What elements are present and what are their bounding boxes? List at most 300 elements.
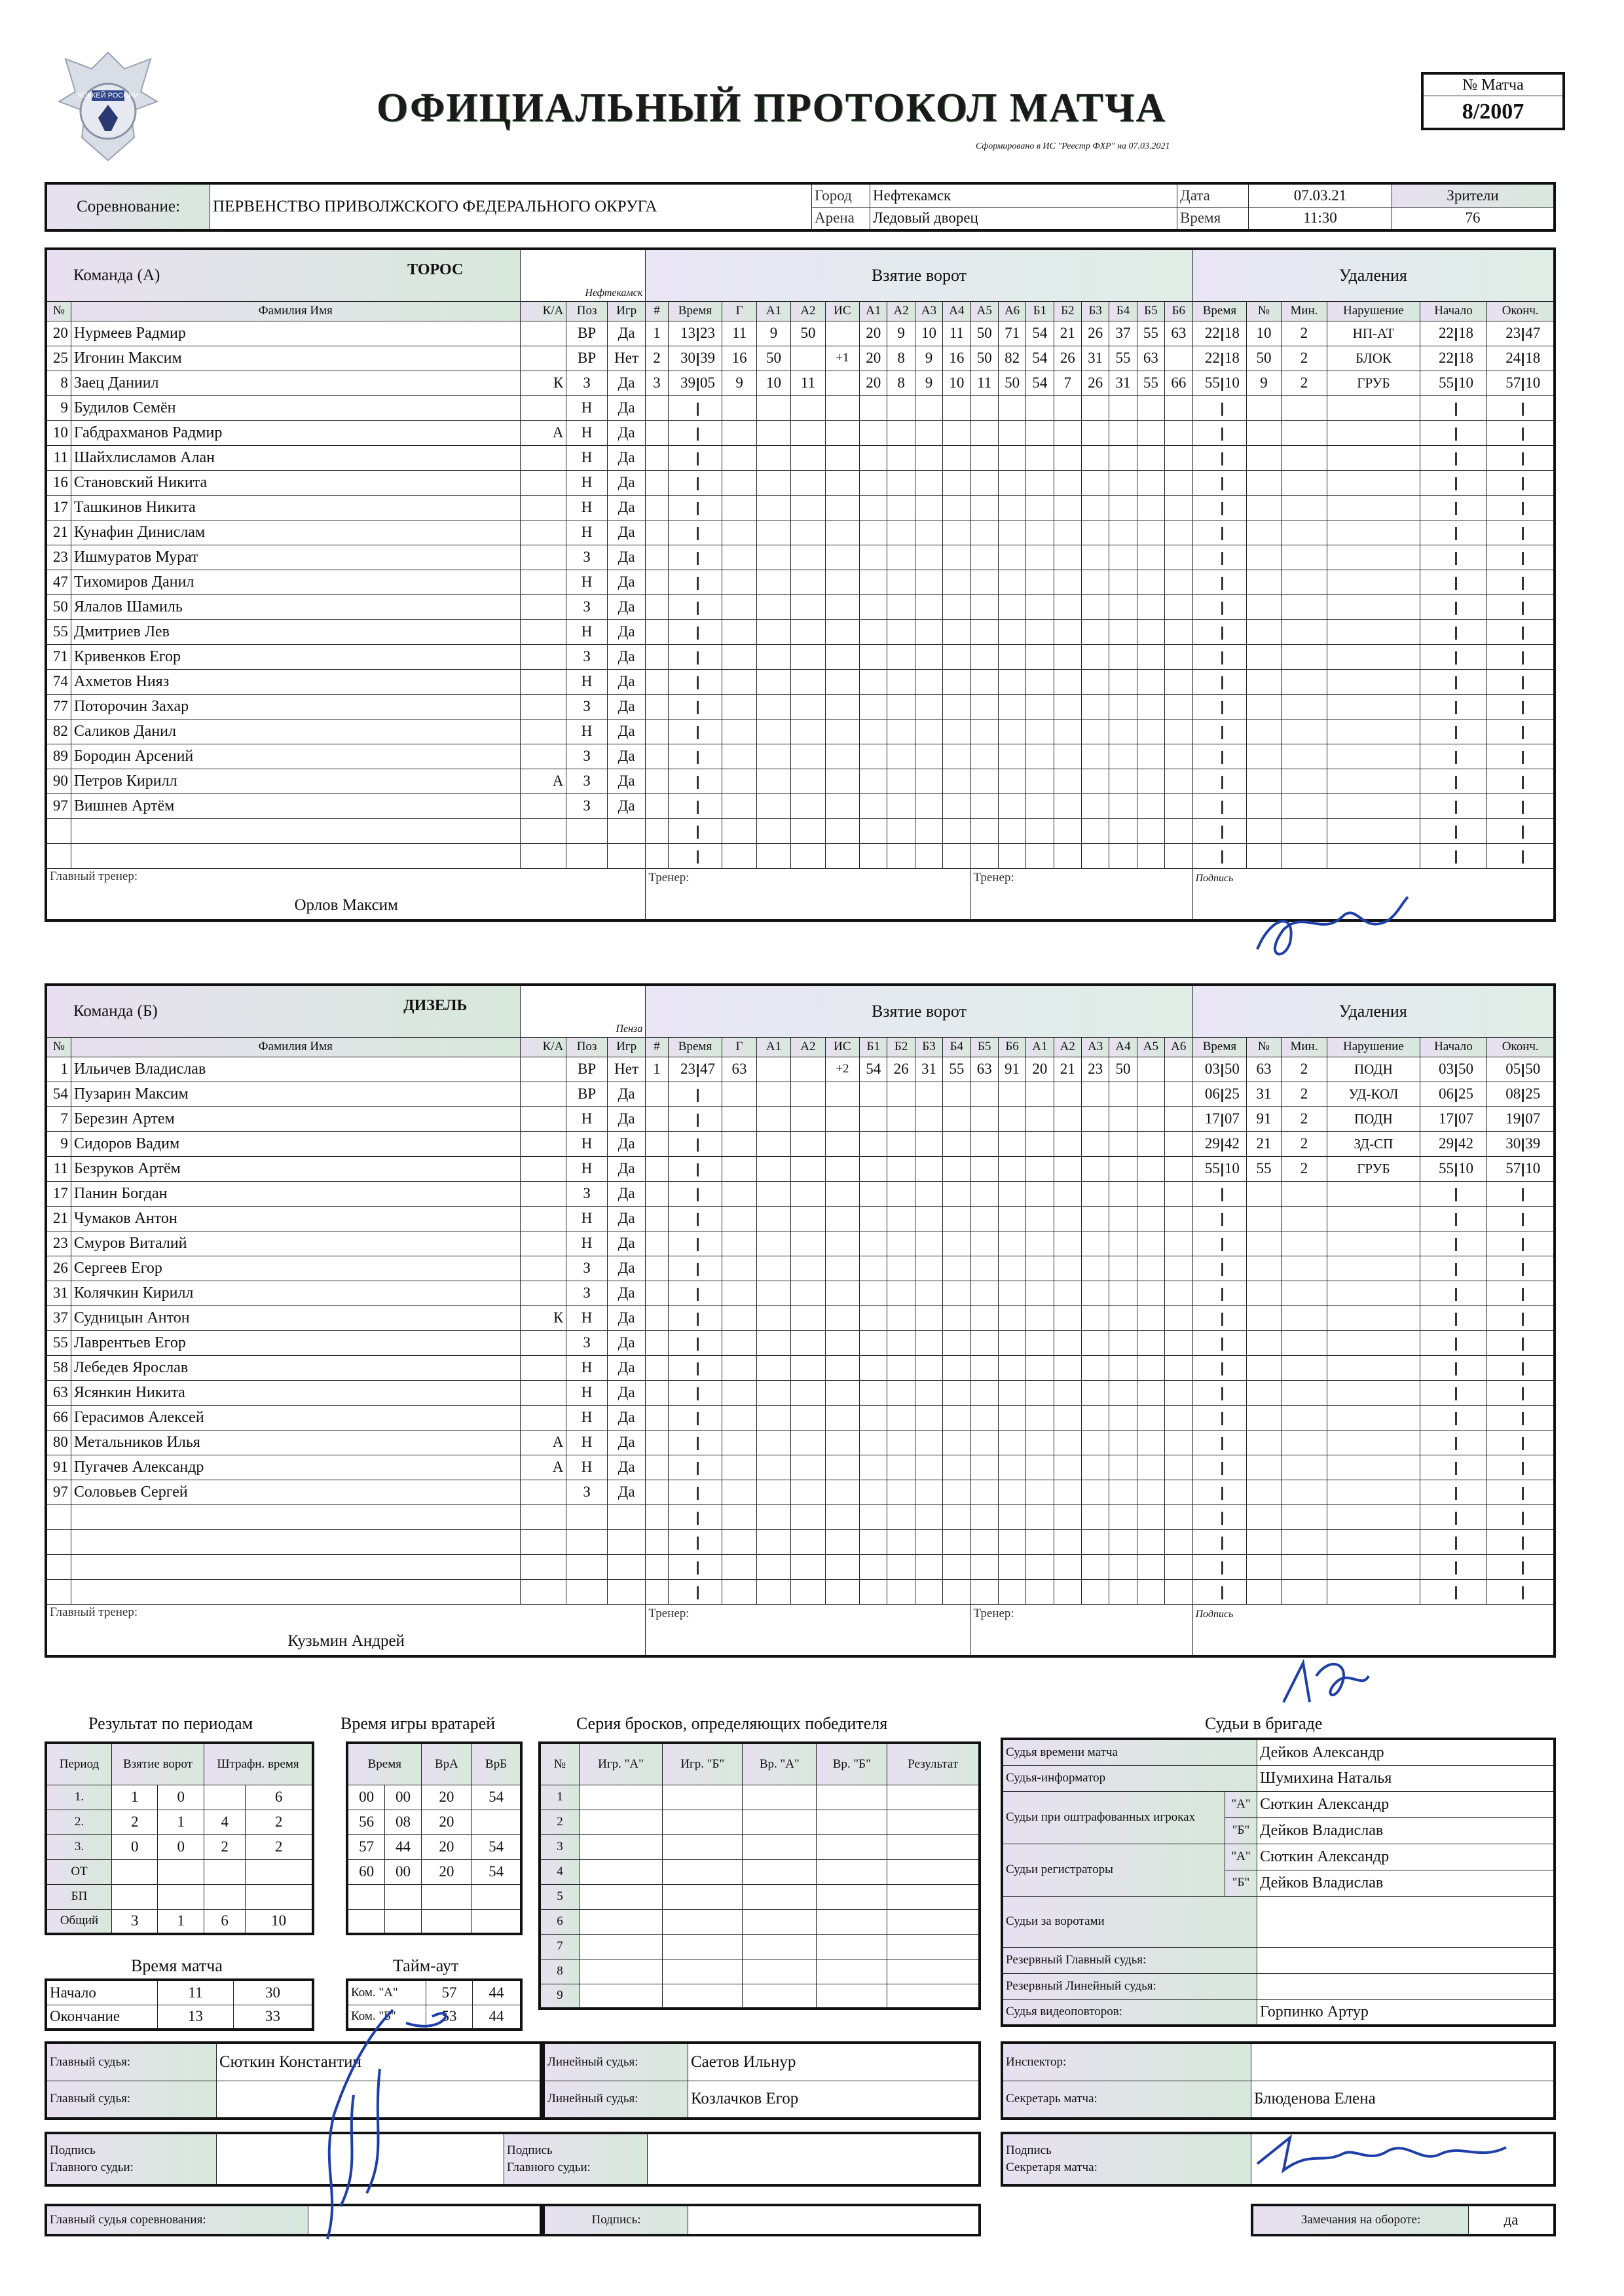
goal-assist-1 bbox=[756, 420, 790, 445]
on-ice-player bbox=[1109, 1181, 1137, 1206]
col-onice: Б1 bbox=[860, 1037, 887, 1057]
player-position: Н bbox=[566, 495, 608, 520]
player-name: Дмитриев Лев bbox=[71, 619, 520, 644]
on-ice-player bbox=[1026, 1330, 1054, 1355]
penalty-time bbox=[1192, 1256, 1247, 1281]
on-ice-player bbox=[1137, 1231, 1164, 1256]
time-separator bbox=[1455, 1213, 1457, 1226]
penalty-violation bbox=[1327, 1554, 1420, 1579]
col-onice: А4 bbox=[943, 301, 970, 321]
penalty-end-min: 57 bbox=[1505, 374, 1521, 391]
penalty-minutes bbox=[1281, 769, 1327, 793]
player-captain bbox=[520, 570, 566, 594]
time-separator bbox=[697, 1139, 699, 1152]
time-separator bbox=[697, 850, 699, 864]
on-ice-player: 20 bbox=[860, 346, 887, 371]
shootout-number: 6 bbox=[540, 1909, 580, 1934]
on-ice-player bbox=[1165, 395, 1193, 420]
penalty-start bbox=[1420, 793, 1487, 818]
goal-assist-1 bbox=[756, 793, 790, 818]
table-row bbox=[46, 1355, 1555, 1380]
player-position: Н bbox=[566, 1380, 608, 1405]
on-ice-player bbox=[1137, 1206, 1164, 1231]
time-separator bbox=[1522, 801, 1524, 814]
penalty-start-min: 22 bbox=[1438, 325, 1454, 341]
time-separator bbox=[1455, 1512, 1457, 1525]
time-separator bbox=[1455, 1238, 1457, 1251]
time-separator bbox=[1522, 1412, 1524, 1425]
player-played: Да bbox=[607, 570, 646, 594]
penalty-start bbox=[1420, 495, 1487, 520]
player-name bbox=[71, 1504, 520, 1529]
goal-assist-2 bbox=[791, 1380, 825, 1405]
player-name: Лаврентьев Егор bbox=[71, 1330, 520, 1355]
on-ice-player bbox=[887, 769, 915, 793]
on-ice-player bbox=[915, 1579, 942, 1604]
on-ice-player: 37 bbox=[1109, 321, 1137, 346]
penalty-start bbox=[1420, 470, 1487, 495]
col-onice: А5 bbox=[970, 301, 998, 321]
period-name: 3. bbox=[46, 1834, 112, 1859]
player-captain: А bbox=[520, 1430, 566, 1455]
on-ice-player: 50 bbox=[970, 346, 998, 371]
player-captain: А bbox=[520, 420, 566, 445]
on-ice-player bbox=[1137, 570, 1164, 594]
time-separator bbox=[697, 577, 699, 590]
player-captain bbox=[520, 1082, 566, 1106]
table-row bbox=[46, 520, 1555, 545]
on-ice-player bbox=[1165, 1281, 1193, 1305]
player-captain bbox=[520, 694, 566, 719]
goalie-ss bbox=[385, 1884, 421, 1909]
goal-time bbox=[668, 1256, 722, 1281]
penalty-player bbox=[1247, 1181, 1281, 1206]
goal-assist-2 bbox=[791, 694, 825, 719]
on-ice-player bbox=[887, 495, 915, 520]
on-ice-player bbox=[1109, 470, 1137, 495]
goal-assist-1 bbox=[756, 594, 790, 619]
goal-assist-1 bbox=[756, 1554, 790, 1579]
penalty-end bbox=[1487, 1405, 1555, 1430]
time-separator bbox=[1522, 1338, 1524, 1351]
penalty-player bbox=[1247, 843, 1281, 868]
on-ice-player bbox=[1054, 395, 1081, 420]
player-position bbox=[566, 1554, 608, 1579]
player-position: З bbox=[566, 744, 608, 769]
player-name: Соловьев Сергей bbox=[71, 1480, 520, 1504]
goal-time-min: 23 bbox=[680, 1061, 695, 1077]
goal-time bbox=[668, 1579, 722, 1604]
penalty-time bbox=[1192, 1057, 1247, 1082]
time-separator bbox=[1221, 527, 1223, 540]
goal-time bbox=[668, 1082, 722, 1106]
secretary-value: Блюденова Елена bbox=[1251, 2081, 1555, 2119]
penalty-violation bbox=[1327, 1281, 1420, 1305]
penalty-minutes bbox=[1281, 1529, 1327, 1554]
on-ice-player bbox=[1165, 1405, 1193, 1430]
penalty-minutes bbox=[1281, 818, 1327, 843]
time-separator bbox=[1221, 577, 1223, 590]
penalty-time bbox=[1192, 1082, 1247, 1106]
referee-name: Дейков Владислав bbox=[1257, 1817, 1555, 1844]
penalty-violation bbox=[1327, 694, 1420, 719]
col-name: Фамилия Имя bbox=[71, 301, 520, 321]
time-separator bbox=[697, 776, 699, 789]
period-pa: 6 bbox=[204, 1909, 245, 1934]
player-name: Ильичев Владислав bbox=[71, 1057, 520, 1082]
on-ice-player bbox=[1109, 420, 1137, 445]
penalty-minutes bbox=[1281, 1181, 1327, 1206]
on-ice-player bbox=[1054, 644, 1081, 669]
on-ice-player bbox=[1081, 1455, 1109, 1480]
on-ice-player bbox=[998, 1106, 1025, 1131]
time-value: 11:30 bbox=[1249, 207, 1392, 230]
on-ice-player bbox=[1054, 1355, 1081, 1380]
player-name bbox=[71, 1554, 520, 1579]
time-separator bbox=[697, 1561, 699, 1575]
penalty-start-sec: 10 bbox=[1458, 1160, 1473, 1176]
on-ice-player bbox=[970, 420, 998, 445]
penalty-start-min: 29 bbox=[1438, 1135, 1454, 1152]
shootout-cell bbox=[663, 1834, 743, 1859]
time-label: Время bbox=[1177, 207, 1249, 230]
on-ice-player bbox=[998, 1330, 1025, 1355]
sign-main-field-right bbox=[648, 2133, 980, 2185]
on-ice-player bbox=[915, 619, 942, 644]
goal-time bbox=[668, 644, 722, 669]
on-ice-player bbox=[1081, 1355, 1109, 1380]
penalty-time bbox=[1192, 520, 1247, 545]
goal-scorer bbox=[722, 1281, 756, 1305]
penalty-minutes bbox=[1281, 619, 1327, 644]
table-row bbox=[540, 1984, 980, 2009]
player-played: Да bbox=[607, 1355, 646, 1380]
on-ice-player bbox=[1165, 719, 1193, 744]
on-ice-player bbox=[1054, 570, 1081, 594]
match-time-title: Время матча bbox=[131, 1956, 223, 1975]
player-position: З bbox=[566, 694, 608, 719]
team_b-trainer-2 bbox=[970, 1604, 1192, 1656]
col-onice: А2 bbox=[1054, 1037, 1081, 1057]
goalie-b-col: ВрБ bbox=[472, 1743, 521, 1785]
table-row bbox=[540, 1785, 980, 1810]
penalty-player bbox=[1247, 1330, 1281, 1355]
col-onice: Б3 bbox=[1081, 301, 1109, 321]
goal-scorer bbox=[722, 1554, 756, 1579]
on-ice-player bbox=[887, 520, 915, 545]
main-ref-label-1: Главный судья: bbox=[46, 2043, 217, 2081]
on-ice-player bbox=[1137, 619, 1164, 644]
on-ice-player bbox=[1026, 1305, 1054, 1330]
player-captain bbox=[520, 1504, 566, 1529]
main-ref-1: Сюткин Константин bbox=[217, 2043, 542, 2081]
on-ice-player bbox=[860, 445, 887, 470]
on-ice-player: 54 bbox=[1026, 346, 1054, 371]
time-separator bbox=[1221, 1338, 1223, 1351]
period-name: 1. bbox=[46, 1785, 112, 1810]
on-ice-player bbox=[1137, 1082, 1164, 1106]
goal-time bbox=[668, 669, 722, 694]
on-ice-player: 63 bbox=[1165, 321, 1193, 346]
referee-role: Судья-информатор bbox=[1002, 1765, 1257, 1791]
on-ice-player bbox=[1026, 619, 1054, 644]
goalie-a: 20 bbox=[421, 1834, 472, 1859]
time-separator bbox=[1522, 1213, 1524, 1226]
goal-assist-2 bbox=[791, 1131, 825, 1156]
on-ice-player bbox=[970, 1330, 998, 1355]
on-ice-player bbox=[1026, 570, 1054, 594]
penalty-time bbox=[1192, 1330, 1247, 1355]
time-separator bbox=[1522, 1512, 1524, 1525]
col-ka: К/А bbox=[520, 301, 566, 321]
player-played: Да bbox=[607, 545, 646, 570]
goal-number bbox=[646, 1206, 668, 1231]
on-ice-player bbox=[860, 843, 887, 868]
penalty-start-min: 55 bbox=[1438, 1160, 1454, 1176]
penalty-player bbox=[1247, 420, 1281, 445]
on-ice-player bbox=[943, 1330, 970, 1355]
on-ice-player bbox=[1054, 1529, 1081, 1554]
player-played bbox=[607, 1504, 646, 1529]
on-ice-player bbox=[1109, 1554, 1137, 1579]
on-ice-player bbox=[943, 545, 970, 570]
time-separator bbox=[1455, 527, 1457, 540]
on-ice-player bbox=[970, 470, 998, 495]
on-ice-player bbox=[1081, 843, 1109, 868]
col-num: № bbox=[46, 301, 71, 321]
penalty-time-min: 29 bbox=[1204, 1135, 1220, 1152]
team_b-trainer-label: Тренер: bbox=[648, 1606, 690, 1620]
period-pa bbox=[204, 1785, 245, 1810]
period-ga: 2 bbox=[112, 1810, 158, 1834]
on-ice-player bbox=[1165, 445, 1193, 470]
on-ice-player bbox=[860, 1181, 887, 1206]
on-ice-player bbox=[1165, 1504, 1193, 1529]
on-ice-player bbox=[970, 1106, 998, 1131]
on-ice-player bbox=[970, 1380, 998, 1405]
referee-name: Дейков Владислав bbox=[1257, 1870, 1555, 1896]
on-ice-player: 91 bbox=[998, 1057, 1025, 1082]
time-separator bbox=[1455, 1139, 1457, 1152]
goal-time bbox=[668, 719, 722, 744]
penalty-violation bbox=[1327, 1206, 1420, 1231]
player-captain bbox=[520, 669, 566, 694]
on-ice-player bbox=[943, 594, 970, 619]
on-ice-player bbox=[860, 1405, 887, 1430]
penalty-time bbox=[1192, 1281, 1247, 1305]
on-ice-player bbox=[1137, 1156, 1164, 1181]
on-ice-player bbox=[1054, 1131, 1081, 1156]
on-ice-player bbox=[1081, 445, 1109, 470]
on-ice-player bbox=[860, 1231, 887, 1256]
time-separator bbox=[1455, 1263, 1457, 1276]
goal-situation bbox=[825, 470, 859, 495]
goal-number bbox=[646, 495, 668, 520]
date-value: 07.03.21 bbox=[1249, 183, 1392, 207]
time-separator bbox=[1522, 1263, 1524, 1276]
player-captain bbox=[520, 644, 566, 669]
table-row bbox=[347, 1909, 521, 1934]
on-ice-player bbox=[915, 1380, 942, 1405]
player-name: Шайхлисламов Алан bbox=[71, 445, 520, 470]
col-onice: А4 bbox=[1109, 1037, 1137, 1057]
goal-number bbox=[646, 669, 668, 694]
col-p_viol: Нарушение bbox=[1327, 1037, 1420, 1057]
player-played: Нет bbox=[607, 1057, 646, 1082]
on-ice-player bbox=[1026, 669, 1054, 694]
goal-number bbox=[646, 1256, 668, 1281]
penalty-end bbox=[1487, 545, 1555, 570]
goalie-mm: 00 bbox=[347, 1785, 385, 1810]
time-separator bbox=[1455, 1188, 1457, 1201]
goal-number bbox=[646, 694, 668, 719]
on-ice-player bbox=[1137, 545, 1164, 570]
goal-scorer bbox=[722, 1231, 756, 1256]
player-name: Будилов Семён bbox=[71, 395, 520, 420]
player-position: Н bbox=[566, 1430, 608, 1455]
time-separator bbox=[1221, 1313, 1223, 1326]
table-row bbox=[540, 1909, 980, 1934]
time-separator bbox=[697, 1586, 699, 1599]
team_a-trainer-label: Тренер: bbox=[648, 870, 690, 884]
penalty-end bbox=[1487, 843, 1555, 868]
goal-time bbox=[668, 470, 722, 495]
goal-assist-2 bbox=[791, 669, 825, 694]
timeout-title: Тайм-аут bbox=[393, 1956, 459, 1975]
time-separator bbox=[1455, 826, 1457, 839]
time-separator bbox=[1221, 1586, 1223, 1599]
period-gb: 1 bbox=[158, 1909, 204, 1934]
on-ice-player bbox=[998, 694, 1025, 719]
on-ice-player bbox=[1137, 445, 1164, 470]
time-separator bbox=[697, 477, 699, 490]
goal-scorer bbox=[722, 843, 756, 868]
goal-number bbox=[646, 470, 668, 495]
penalty-end-sec: 07 bbox=[1525, 1110, 1541, 1127]
on-ice-player bbox=[1109, 1330, 1137, 1355]
sign-sec-label bbox=[1002, 2133, 1251, 2185]
penalty-end bbox=[1487, 719, 1555, 744]
on-ice-player bbox=[1109, 619, 1137, 644]
team_a-pen-title: Удаления bbox=[1192, 249, 1555, 301]
player-played: Да bbox=[607, 594, 646, 619]
col-is: ИС bbox=[825, 301, 859, 321]
on-ice-player bbox=[915, 1106, 942, 1131]
goal-number bbox=[646, 1380, 668, 1405]
period-pa bbox=[204, 1884, 245, 1909]
penalty-time bbox=[1192, 1131, 1247, 1156]
table-row bbox=[1002, 1739, 1555, 1765]
on-ice-player bbox=[887, 1554, 915, 1579]
table-row bbox=[46, 420, 1555, 445]
penalty-violation: ПОДН bbox=[1327, 1057, 1420, 1082]
penalty-time bbox=[1192, 570, 1247, 594]
team_b-city: Пенза bbox=[616, 1023, 643, 1034]
on-ice-player bbox=[998, 1206, 1025, 1231]
goal-time bbox=[668, 1231, 722, 1256]
penalty-end bbox=[1487, 619, 1555, 644]
on-ice-player bbox=[943, 619, 970, 644]
line-ref-1: Саетов Ильнур bbox=[688, 2043, 980, 2081]
col-p_viol: Нарушение bbox=[1327, 301, 1420, 321]
col-p_time: Время bbox=[1192, 301, 1247, 321]
goal-assist-1 bbox=[756, 744, 790, 769]
on-ice-player bbox=[860, 1455, 887, 1480]
goal-number bbox=[646, 1430, 668, 1455]
goal-scorer bbox=[722, 644, 756, 669]
on-ice-player bbox=[998, 1405, 1025, 1430]
time-separator bbox=[1522, 552, 1524, 565]
penalty-end-sec: 10 bbox=[1525, 1160, 1541, 1176]
inspector-secretary bbox=[1001, 2041, 1556, 2120]
goal-assist-2 bbox=[791, 1305, 825, 1330]
penalty-time-min: 55 bbox=[1204, 1160, 1220, 1176]
player-position: Н bbox=[566, 719, 608, 744]
goal-assist-2 bbox=[791, 843, 825, 868]
on-ice-player bbox=[860, 570, 887, 594]
player-captain bbox=[520, 818, 566, 843]
shootout-cell bbox=[663, 1859, 743, 1884]
penalty-time-sec: 42 bbox=[1224, 1135, 1240, 1152]
penalty-time-sec: 07 bbox=[1224, 1110, 1240, 1127]
on-ice-player bbox=[1026, 1231, 1054, 1256]
player-played: Да bbox=[607, 1231, 646, 1256]
time-separator bbox=[697, 1213, 699, 1226]
on-ice-player bbox=[1026, 395, 1054, 420]
penalty-time bbox=[1192, 470, 1247, 495]
table-row bbox=[46, 321, 1555, 346]
sign-sec-line2: Секретаря матча: bbox=[1006, 2160, 1098, 2174]
penalty-end bbox=[1487, 694, 1555, 719]
on-ice-player bbox=[1109, 1231, 1137, 1256]
on-ice-player bbox=[998, 1554, 1025, 1579]
time-separator bbox=[1522, 1462, 1524, 1475]
referee-name: Шумихина Наталья bbox=[1257, 1765, 1555, 1791]
on-ice-player bbox=[1081, 545, 1109, 570]
player-name: Колячкин Кирилл bbox=[71, 1281, 520, 1305]
on-ice-player bbox=[998, 1305, 1025, 1330]
penalty-time bbox=[1192, 1430, 1247, 1455]
penalty-end bbox=[1487, 570, 1555, 594]
penalty-minutes bbox=[1281, 470, 1327, 495]
goal-number bbox=[646, 1330, 668, 1355]
col-pos: Поз bbox=[566, 1037, 608, 1057]
goal-scorer bbox=[722, 594, 756, 619]
table-row bbox=[46, 1281, 1555, 1305]
goal-assist-2 bbox=[791, 793, 825, 818]
player-position bbox=[566, 843, 608, 868]
on-ice-player bbox=[860, 719, 887, 744]
time-separator bbox=[1221, 1487, 1223, 1500]
on-ice-player bbox=[1081, 669, 1109, 694]
on-ice-player bbox=[998, 1430, 1025, 1455]
on-ice-player bbox=[1054, 1256, 1081, 1281]
player-captain bbox=[520, 1281, 566, 1305]
time-separator bbox=[1522, 701, 1524, 714]
goal-number bbox=[646, 395, 668, 420]
on-ice-player bbox=[1137, 1355, 1164, 1380]
city-value: Нефтекамск bbox=[870, 183, 1177, 207]
on-ice-player bbox=[943, 445, 970, 470]
on-ice-player: 50 bbox=[998, 371, 1025, 395]
table-row bbox=[46, 1834, 313, 1859]
col-p_start: Начало bbox=[1420, 301, 1487, 321]
on-ice-player bbox=[1081, 1231, 1109, 1256]
penalty-player bbox=[1247, 1529, 1281, 1554]
on-ice-player bbox=[1054, 1430, 1081, 1455]
penalty-end bbox=[1487, 793, 1555, 818]
penalty-start bbox=[1420, 769, 1487, 793]
